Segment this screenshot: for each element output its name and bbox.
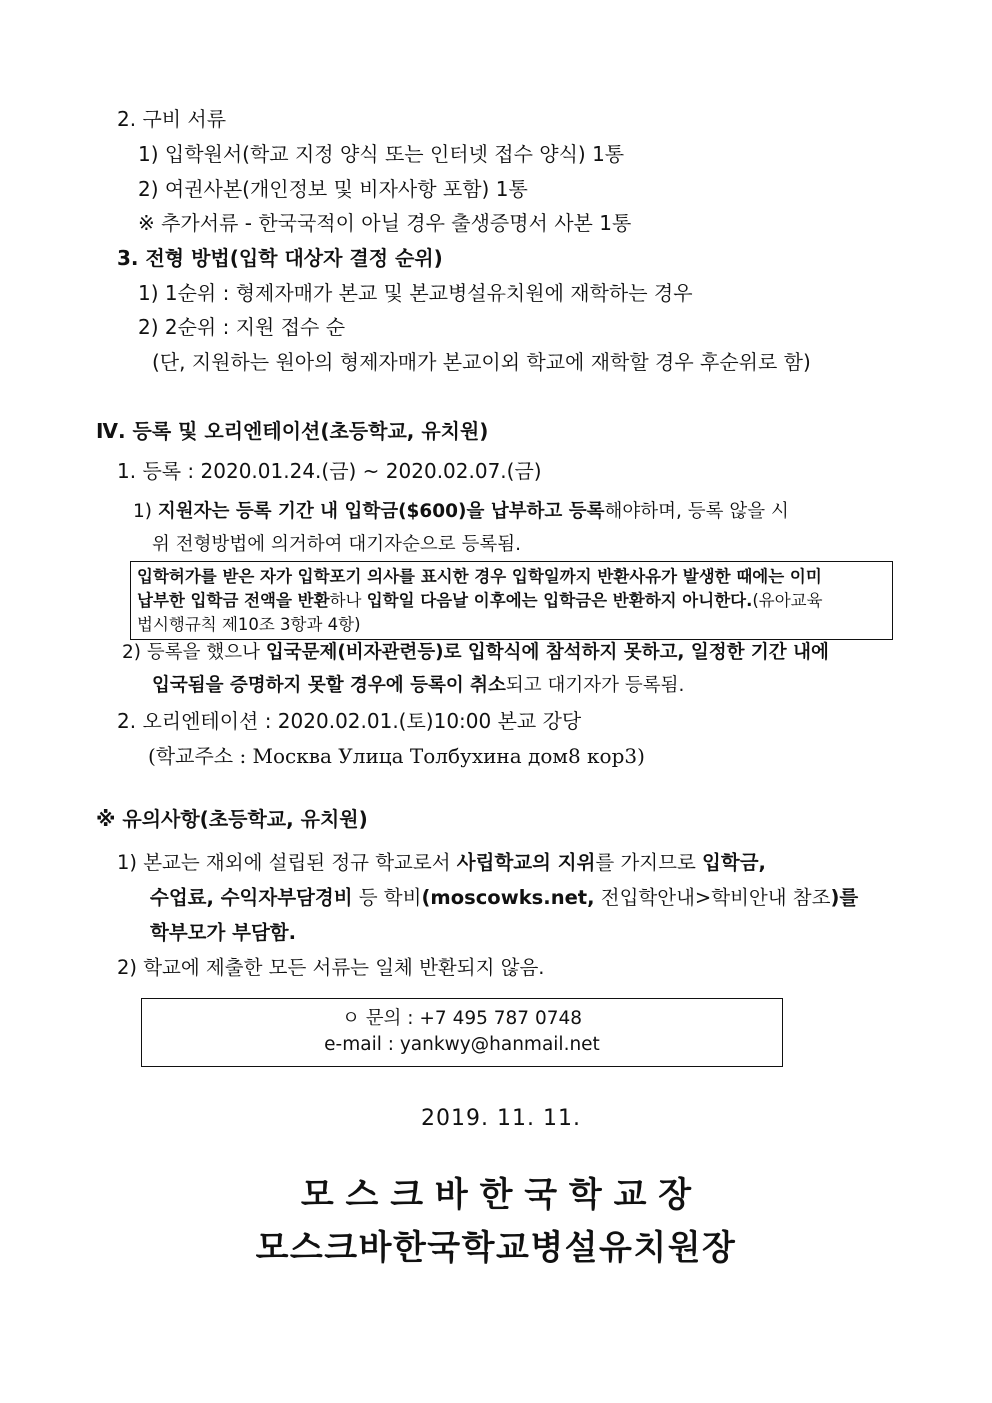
registration-item-2 — [122, 640, 829, 666]
signature-principal: 모 스 크 바 한 국 학 교 장 — [300, 1175, 692, 1215]
note-1 — [117, 850, 766, 876]
emphasis-text: 납부한 입학금 전액을 반환 — [137, 591, 330, 610]
emphasis-text: 수업료, 수익자부담경비 — [150, 886, 353, 909]
body-text: 2) 등록을 했으나 — [122, 642, 266, 663]
school-address: (학교주소 : Москва Улица Толбухина дом8 кор3) — [148, 744, 645, 768]
body-text: 되고 대기자가 등록됨. — [505, 675, 685, 696]
registration-item-1-line2: 위 전형방법에 의거하여 대기자순으로 등록됨. — [152, 534, 521, 555]
list-item: (단, 지원하는 원아의 형제자매가 본교이외 학교에 재학할 경우 후순위로 함) — [152, 350, 811, 374]
notes-heading: ※ 유의사항(초등학교, 유치원) — [96, 807, 368, 831]
emphasis-text: 입학금, — [702, 851, 766, 874]
refund-notice-line3: 법시행규칙 제10조 3항과 4항) — [137, 615, 361, 634]
note-2: 2) 학교에 제출한 모든 서류는 일체 반환되지 않음. — [117, 956, 545, 979]
list-item: 1) 1순위 : 형제자매가 본교 및 본교병설유치원에 재학하는 경우 — [138, 281, 693, 305]
orientation-heading: 2. 오리엔테이션 : 2020.02.01.(토)10:00 본교 강당 — [117, 709, 582, 733]
refund-notice-line1: 입학허가를 받은 자가 입학포기 의사를 표시한 경우 입학일까지 반환사유가 발생한 때에는 이미 — [137, 567, 822, 586]
signature-kindergarten-director: 모스크바한국학교병설유치원장 — [255, 1228, 737, 1268]
document-date: 2019. 11. 11. — [421, 1106, 581, 1131]
contact-email: e-mail : yankwy@hanmail.net — [324, 1034, 600, 1055]
list-item: 1) 입학원서(학교 지정 양식 또는 인터넷 접수 양식) 1통 — [138, 142, 625, 166]
emphasis-text: )를 — [830, 886, 859, 909]
note-1-line3: 학부모가 부담함. — [150, 921, 297, 944]
list-item: 2) 2순위 : 지원 접수 순 — [138, 315, 346, 339]
section-heading-selection-method: 3. 전형 방법(입학 대상자 결정 순위) — [117, 246, 443, 270]
body-text: 등 학비 — [352, 886, 422, 909]
body-text: 전입학안내>학비안내 참조 — [594, 886, 831, 909]
body-text: 1) 본교는 재외에 설립된 정규 학교로서 — [117, 851, 457, 874]
body-text: 하나 — [329, 591, 367, 610]
emphasis-text: 지원자는 등록 기간 내 입학금($600)을 납부하고 등록 — [157, 501, 605, 522]
emphasis-text: 입학일 다음날 이후에는 입학금은 반환하지 아니한다. — [366, 591, 753, 610]
emphasis-text: 입국문제(비자관련등)로 입학식에 참석하지 못하고, 일정한 기간 내에 — [265, 642, 829, 663]
body-text: 해야하며, 등록 않을 시 — [604, 501, 789, 522]
emphasis-text: (moscowks.net, — [421, 886, 595, 909]
list-item: 2) 여권사본(개인정보 및 비자사항 포함) 1통 — [138, 177, 528, 201]
item-number: 1) — [133, 501, 152, 522]
refund-notice-line2 — [137, 589, 823, 613]
registration-item-1 — [133, 499, 789, 525]
note-1-line2 — [150, 885, 858, 911]
emphasis-text: 사립학교의 지위 — [456, 851, 596, 874]
section-heading-required-documents: 2. 구비 서류 — [117, 107, 227, 131]
emphasis-text: 입국됨을 증명하지 못할 경우에 등록이 취소 — [152, 675, 506, 696]
list-item: ※ 추가서류 - 한국국적이 아닐 경우 출생증명서 사본 1통 — [138, 211, 632, 235]
body-text: (유아교육 — [752, 591, 823, 610]
part-heading-registration-orientation: Ⅳ. 등록 및 오리엔테이션(초등학교, 유치원) — [96, 419, 489, 443]
registration-heading: 1. 등록 : 2020.01.24.(금) ~ 2020.02.07.(금) — [117, 459, 542, 483]
contact-phone: ㅇ 문의 : +7 495 787 0748 — [341, 1008, 583, 1029]
registration-item-2-line2 — [152, 673, 684, 699]
body-text: 를 가지므로 — [595, 851, 703, 874]
